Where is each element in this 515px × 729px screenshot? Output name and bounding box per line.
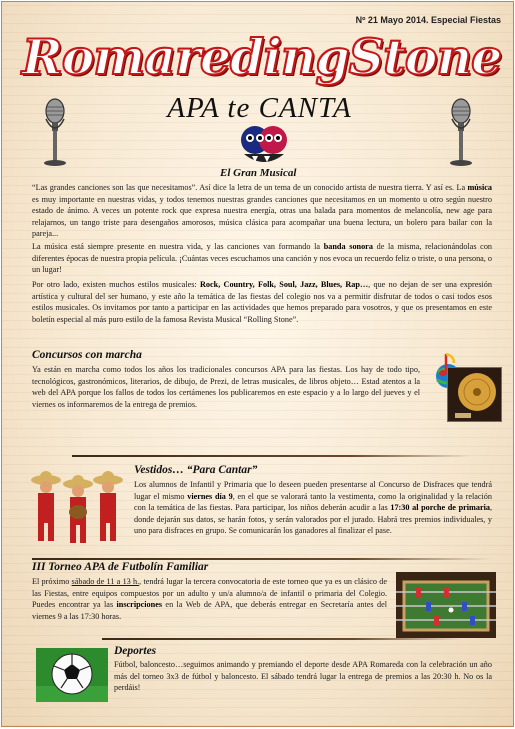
torneo-text-c: en la Web de APA, que deberás entregar en Secretaría antes del viernes 9 a las 17:30 horas. <box>32 600 387 621</box>
intro-paragraph-3 <box>32 279 492 325</box>
intro-paragraph-1 <box>32 182 492 240</box>
intro-p3-text-b: , que no dejan de ser una expresión artística y cultural del ser humano, y este año la temática de las fiestas del colegio nos va a permitir disfrutar de todos o casi todos esos estilos musicales. Os invitamos por tanto a participar en las actividades que hemos preparado para vosotros, y que os presentamos en este boletín especial al más puro estilo de la famosa Revista Musical “Rolling Stone”. <box>32 280 492 324</box>
mariachi-image <box>28 464 126 544</box>
masthead-title: RomaredingStone <box>22 28 502 86</box>
intro-p2-text-a: La música está siempre presente en nuestra vida, y las canciones van formando la <box>32 242 324 251</box>
intro-p1-text-b: es muy importante en nuestras vidas, y todos tenemos nuestras grandes canciones que necesitamos en un momento u otro según nuestro estado de ánimo. A veces un potente rock que expresa nuestra energía, otras una balada para momentos de melancolía, new age para relajarnos, un tango triste para desengaños amorosos, música clásica para acompañar una buena lectura, un bolero para bailar con la pareja... <box>32 194 492 239</box>
torneo-title: III Torneo APA de Futbolín Familiar <box>32 561 209 573</box>
intro-p1-text-a: “Las grandes canciones son las que necesitamos”. Así dice la letra de un tema de un conocido artista de nuestra tierra. Y así es. La <box>32 183 468 192</box>
intro-paragraph-2 <box>32 241 492 276</box>
section-divider-1 <box>72 455 472 457</box>
vestidos-bold-1: viernes día 9 <box>187 491 233 501</box>
torneo-text <box>32 576 387 622</box>
section-divider-2 <box>32 558 492 560</box>
vestidos-text-a: Los alumnos de Infantil y Primaria que lo deseen pueden presentarse al Concurso de Disfraces que tendrá lugar el mismo <box>134 480 492 501</box>
deportes-title: Deportes <box>114 645 157 657</box>
microphone-left-icon <box>40 97 70 169</box>
vestidos-text-c: , donde dejarán sus datos, se harán fotos, y serán valorados por el jurado. Habrá tres premios individuales, y uno para disfraces en grupo. Se comunicarán los ganadores al finalizar el pase. <box>134 503 492 536</box>
torneo-underlined: sábado de 11 a 13 h. <box>71 577 140 586</box>
microphone-right-icon <box>446 97 476 169</box>
intro-p2-text-b: de la misma, relacionándolas con diferentes épocas de nuestra propia película. ¡Cuántas veces escuchamos una canción y nos evoca un recuerdo feliz o triste, o una persona, o un lugar! <box>32 242 493 275</box>
vestidos-text-b: , en el que se valorará tanto la vestimenta, como la originalidad y la relación con la temática de las fiestas. Para participar, los niños deberán acudir a las <box>134 491 492 513</box>
vestidos-title: Vestidos… “Para Cantar” <box>134 464 258 476</box>
concursos-text: Ya están en marcha como todos los años los tradicionales concursos APA para las fiestas. Los hay de todo tipo, tecnológicos, gastronómicos, literarios, de dibujo, de Prezi, de letras musicales, de libros objeto… Estad atentos a la web del APA porque los fallos de todos los certámenes los publicaremos en este espacio y a lo largo del jueves y el viernes os informaremos de la entrega de premios. <box>32 365 420 409</box>
torneo-text-b: , tendrá lugar la tercera convocatoria de este torneo que ya es un clásico de las Fiestas, entre equipos compuestos por un adulto y un/a alumno/a de infantil o primaria del Colegio. Puedes encontrar ya las <box>32 577 387 610</box>
section-divider-3 <box>102 638 462 640</box>
newsletter-page <box>1 1 514 727</box>
issue-line: Nº 21 Mayo 2014. Especial Fiestas <box>355 15 501 25</box>
gold-record-icon <box>447 367 502 422</box>
intro-p2-bold: banda sonora <box>323 242 373 251</box>
intro-p1-bold: música <box>467 183 492 192</box>
page-subtitle: APA te CANTA <box>167 92 352 124</box>
intro-p3-text-a: Por otro lado, existen muchos estilos musicales: <box>32 280 200 289</box>
torneo-bold: inscripciones <box>116 600 163 610</box>
deportes-text: Fútbol, baloncesto…seguimos animando y premiando el deporte desde APA Romareda con la celebración un año más del torneo 3x3 de fútbol y baloncesto. El sábado tendrá lugar la entrega de premios a las 20:30 h. No os la perdáis! <box>114 660 492 693</box>
concursos-title: Concursos con marcha <box>32 349 142 361</box>
intro-p3-bold: Rock, Country, Folk, Soul, Jazz, Blues, Rap… <box>200 280 369 289</box>
torneo-text-a: El próximo <box>32 577 72 586</box>
vestidos-text <box>134 479 492 537</box>
mascot-logo <box>238 120 290 172</box>
foosball-image <box>396 572 496 638</box>
vestidos-bold-2: 17:30 al porche de primaria <box>390 503 490 513</box>
football-icon <box>36 648 108 702</box>
intro-title: El Gran Musical <box>220 167 297 179</box>
